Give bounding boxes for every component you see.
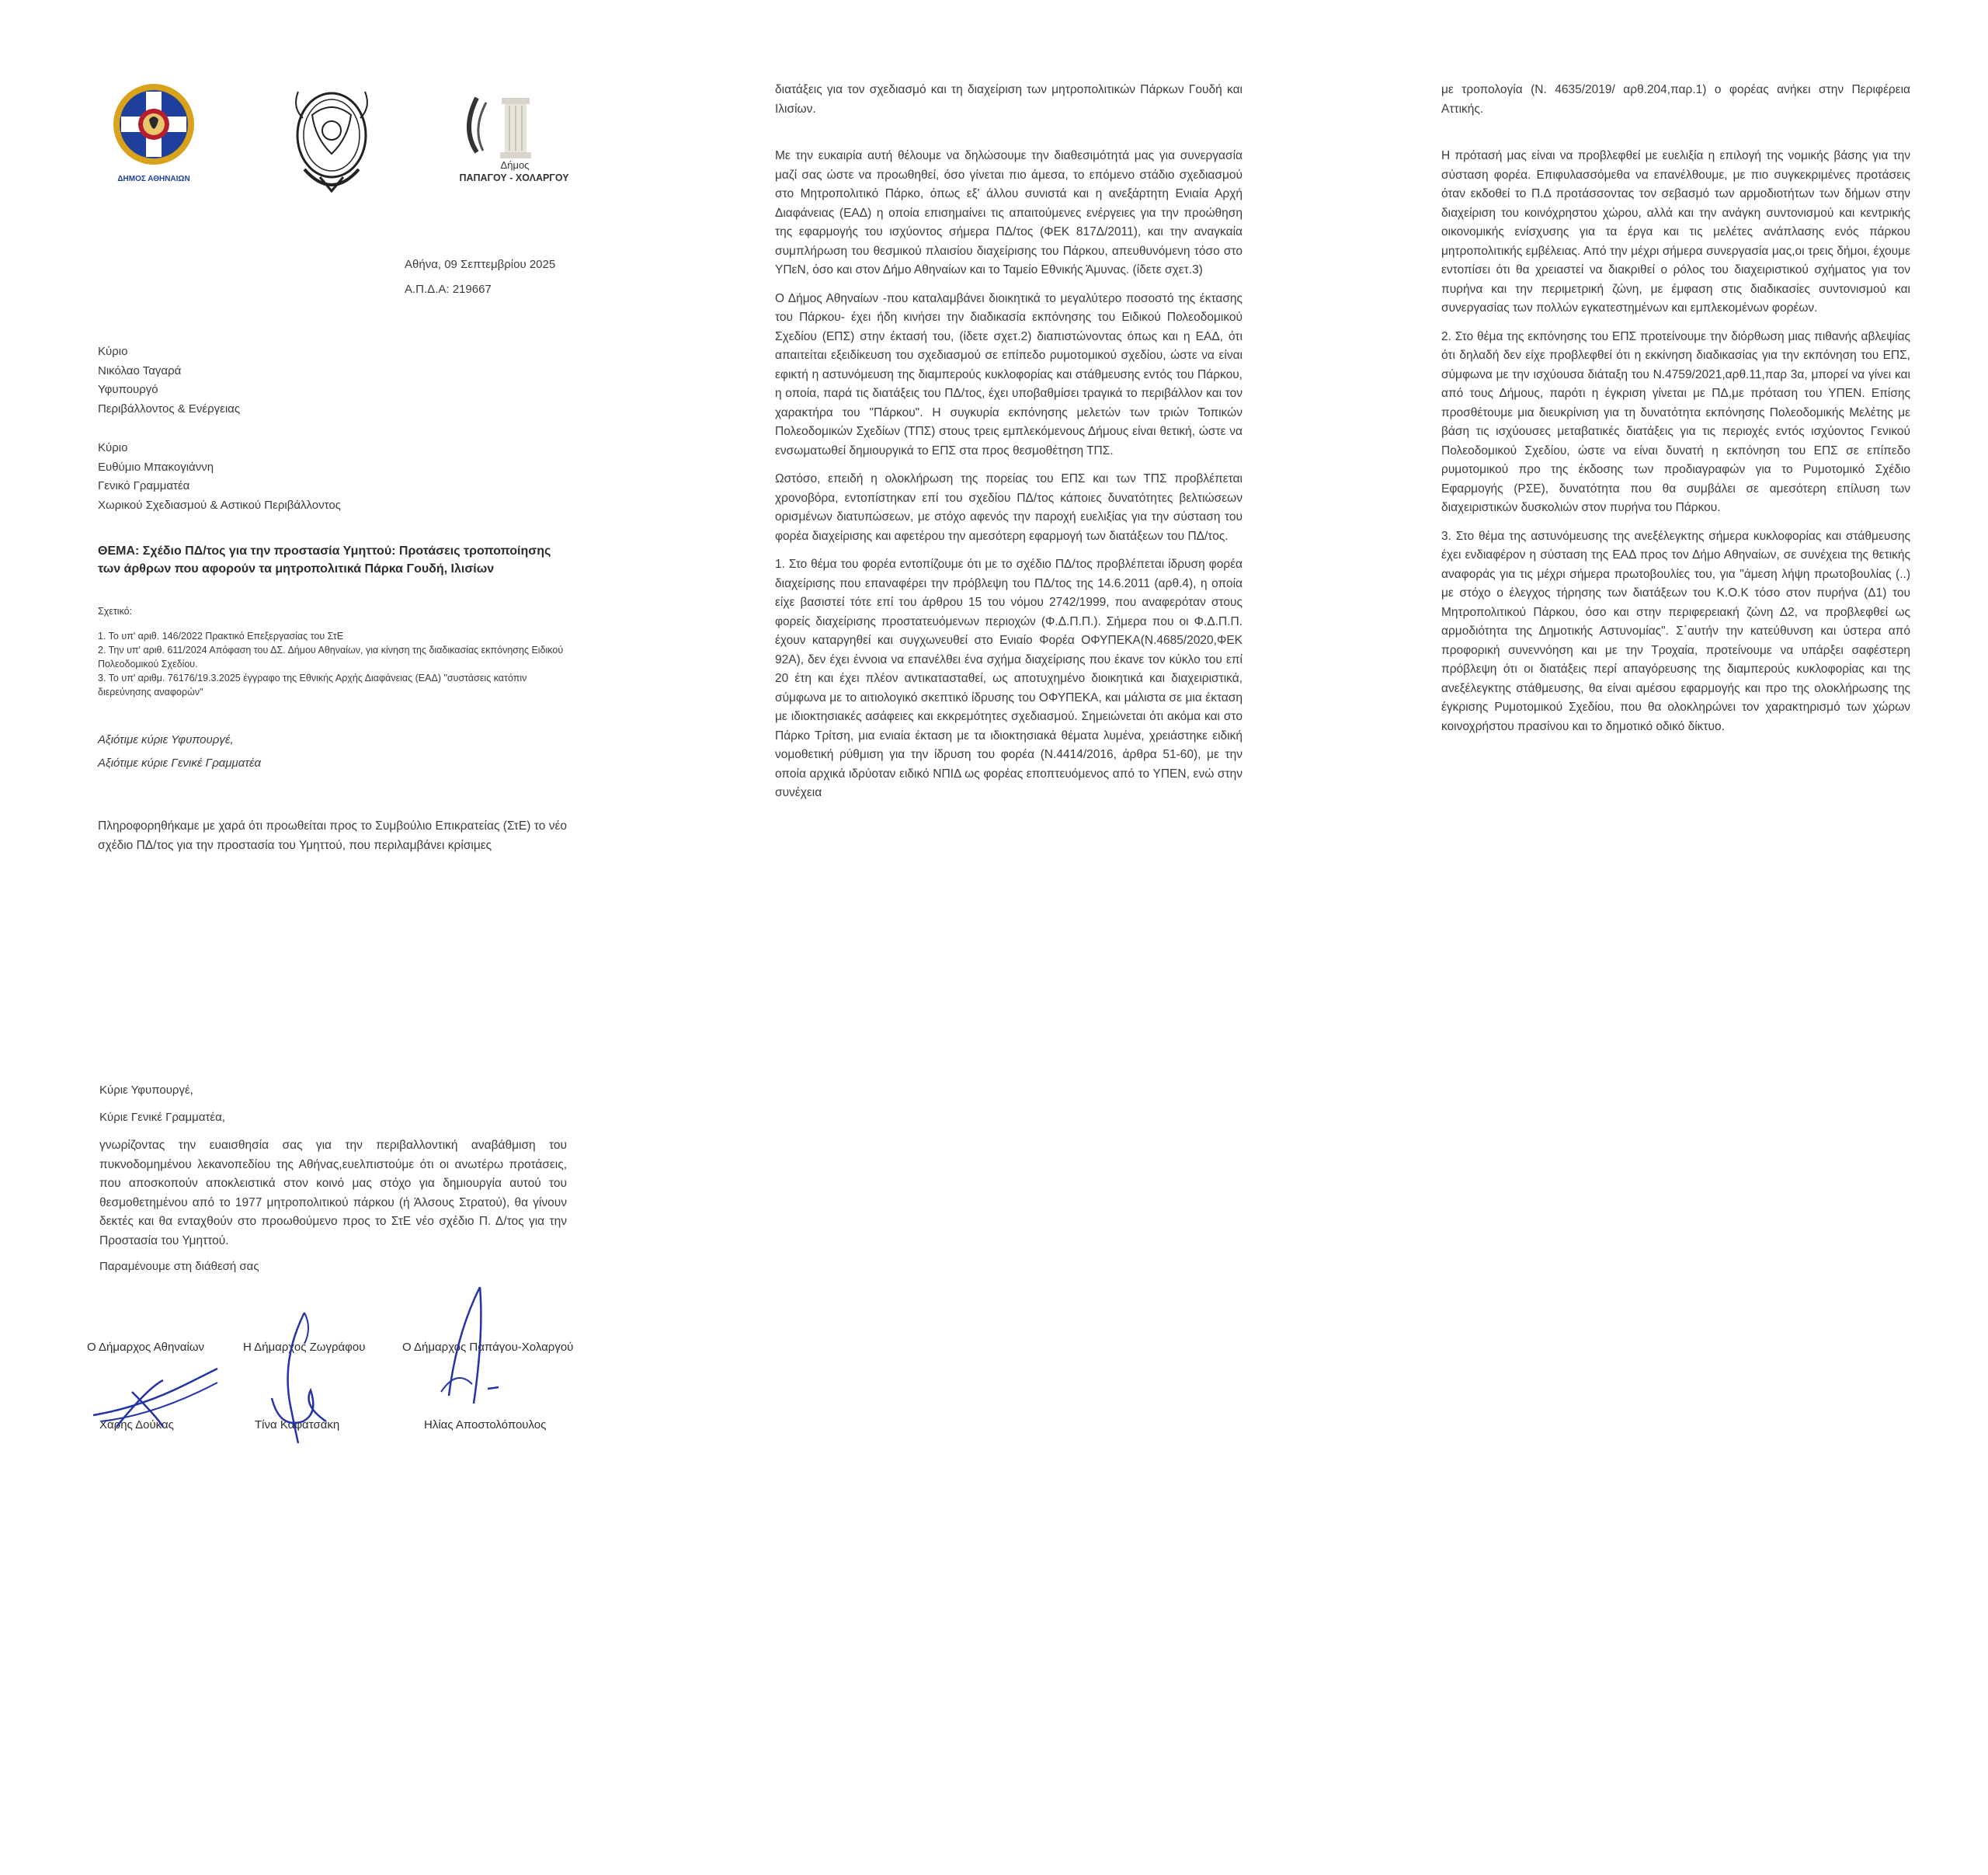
salutation-line: Αξιότιμε κύριε Υφυπουργέ, bbox=[98, 733, 234, 746]
related-label: Σχετικό: bbox=[98, 606, 133, 617]
athens-municipality-logo bbox=[107, 81, 200, 183]
related-documents bbox=[98, 604, 567, 699]
signature-3-image bbox=[426, 1283, 519, 1415]
body-paragraph: με τροπολογία (Ν. 4635/2019/ αρθ.204,παρ.1) ο φορέας ανήκει στην Περιφέρεια Αττικής. bbox=[1441, 83, 1910, 116]
body-paragraph: Με την ευκαιρία αυτή θέλουμε να δηλώσουμε την διαθεσιμότητά μας για συνεργασία μαζί σας ώστε να προωθηθεί, όσο γίνεται πιο άμεσα, το επόμενο στάδιο σχεδιασμού στο Μητροπολιτικό Πάρκο, όπως εξ' άλλου συνιστά και η ανεξάρτητη Ενιαία Αρχή Διαφάνειας (ΕΑΔ) η οποία επισημαίνει τις απαιτούμενες ενέργειες για την προώθηση της εφαρμογής του ισχύοντος σήμερα ΠΔ/τος (ΦΕΚ 817Δ/2011), και την αναγκαία συμπλήρωση του θεσμικού πλαισίου διαχείρισης του Πάρκου, απευθυνόμενη τόσο στο ΥΠεΝ, όσο και στον Δήμο Αθηναίων και το Ταμείο Εθνικής Άμυνας. (ίδετε σχετ.3) bbox=[775, 149, 1242, 277]
recipient-2-line: Ευθύμιο Μπακογιάννη bbox=[98, 460, 214, 474]
body-paragraph: Η πρότασή μας είναι να προβλεφθεί με ευελιξία η επιλογή της νομικής βάσης για την σύσταση φορέα. Επιφυλασσόμεθα να επανέλθουμε, με πιο συγκεκριμένες προτάσεις όταν εκδοθεί το Π.Δ προτάσσοντας τον σεβασμό των αρμοδιοτήτων των δήμων στην διαχείριση του κοινόχρηστου χώρου, αλλά και την ανάγκη συντονισμού και κεντρικής οικονομικής ενίσχυσης για τα έργα και τις μελέτες ανάπλασης ενός πάρκου μητροπολιτικής εμβέλειας. Από την μέχρι σήμερα συνεργασία μας,οι τρεις δήμοι, έχουμε εντοπίσει ότι θα χρειαστεί να διακριθεί ο ρόλος του διαχειριστικού σχήματος για τον πυρήνα και την περιμετρική ζώνη, με έμφαση στις διαδικασίες συντονισμού και συνεργασίας των πολλών εγκατεστημένων και εμπλεκομένων φορέων. bbox=[1441, 149, 1910, 315]
recipient-1-line: Υφυπουργό bbox=[98, 383, 158, 396]
salutation bbox=[98, 729, 261, 775]
body-paragraph: διατάξεις για τον σχεδιασμό και τη διαχείριση των μητροπολιτικών Πάρκων Γουδή και Ιλισίων. bbox=[775, 83, 1242, 116]
recipient-block-1 bbox=[98, 343, 240, 419]
signatory-2-title: Η Δήμαρχος Ζωγράφου bbox=[243, 1341, 366, 1354]
zografou-crest-icon bbox=[281, 84, 382, 193]
salutation-line: Αξιότιμε κύριε Γενικέ Γραμματέα bbox=[98, 757, 262, 770]
athens-emblem-icon bbox=[107, 81, 200, 166]
body-paragraph: Ο Δήμος Αθηναίων -που καταλαμβάνει διοικητικά το μεγαλύτερο ποσοστό της έκτασης του Πάρκου- έχει ήδη κινήσει την διαδικασία εκπόνησης του Ειδικού Πολεοδομικού Σχεδίου (ΕΠΣ) στην έκτασή του, (ίδετε σχετ.2) διαπιστώνοντας όπως και η ΕΑΔ, ότι απαιτείται εξειδίκευση του σχεδιασμού σε επίπεδο ρυμοτομικού σχεδίου, ώστε να είναι εφικτή η αστυνόμευση της διαμπερούς κυκλοφορίας και στάθμευσης εντός του Πάρκου, η οποία, παρά τις διατάξεις του ΠΔ/τος, έχει υποβαθμίσει τραγικά το περιβάλλον και τον χαρακτήρα του "Πάρκου". Η συγκυρία εκπόνησης μελετών των τριών Τοπικών Πολεοδομικών Σχεδίων (ΤΠΣ) στους τρεις εμπλεκόμενους Δήμους είναι θετική, ώστε να ενσωματωθεί δημιουργικά το ΕΠΣ στα προς θεσμοθέτηση ΤΠΣ. bbox=[775, 291, 1242, 457]
protocol-number: Α.Π.Δ.Α: 219667 bbox=[405, 283, 492, 296]
papagou-logo-label-top: Δήμος bbox=[500, 159, 530, 171]
related-item: 1. Το υπ' αριθ. 146/2022 Πρακτικό Επεξεργασίας του ΣτΕ bbox=[98, 631, 344, 642]
closing-greeting-2: Κύριε Γενικέ Γραμματέα, bbox=[99, 1111, 225, 1124]
closing-greeting-1: Κύριε Υφυπουργέ, bbox=[99, 1084, 193, 1097]
signatory-2-name: Τίνα Καφατσάκη bbox=[255, 1418, 340, 1431]
closing-remain: Παραμένουμε στη διάθεσή σας bbox=[99, 1260, 259, 1273]
signatory-1-title: Ο Δήμαρχος Αθηναίων bbox=[87, 1341, 205, 1354]
body-column-3 bbox=[1441, 81, 1910, 746]
body-paragraph: 1. Στο θέμα του φορέα εντοπίζουμε ότι με το σχέδιο ΠΔ/τος προβλέπεται ίδρυση φορέα διαχείρισης που επαναφέρει την πρόβλεψη του ΠΔ/τος της 14.6.2011 (αρθ.4), η οποία είχε βασιστεί τότε επί του άρθρου 15 του νόμου 2742/1999, που αναφερόταν στους φορείς διαχείρισης προστατευόμενων περιοχών (Φ.Δ.Π.Π.). Σήμερα που οι Φ.Δ.Π.Π. έχουν καταργηθεί και συγχωνευθεί στο Ενιαίο Φορέα ΟΦΥΠΕΚΑ(Ν.4685/2020,ΦΕΚ 92Α), δεν έχει έννοια να επανέλθει ένα σχήμα διαχείρισης που έκανε τον κύκλο του επί 20 έτη και έχει πλέον αντικατασταθεί, ως αποτυχημένο διοικητικά και διαχειριστικά, σύμφωνα με το αιτιολογικό σκεπτικό ίδρυσης του ΟΦΥΠΕΚΑ, και μάλιστα σε μια έκταση με ιδιοκτησιακές ασάφειες και εκκρεμότητες σχεδιασμού. Σημειώνεται ότι ακόμα και στο Πάρκο Τρίτση, μια ενιαία έκταση με τα ιδιοκτησιακά θέματα λυμένα, χρειάστηκε ειδική νομοθετική ρύθμιση για την ίδρυση του φορέα (Ν.4414/2016, άρθρα 51-60), με την οποία αρχικά ιδρύοταν ειδικό ΝΠΙΔ ως φορέας εποπτευόμενος από το ΥΠΕΝ, ενώ στην συνέχεια bbox=[775, 558, 1242, 799]
signatory-3-name: Ηλίας Αποστολόπουλος bbox=[424, 1418, 547, 1431]
signatory-3-title: Ο Δήμαρχος Παπάγου-Χολαργού bbox=[402, 1341, 574, 1354]
papagou-column-laurel-icon bbox=[454, 90, 570, 160]
signatory-1-name: Χάρης Δούκας bbox=[99, 1418, 174, 1431]
papagou-cholargou-municipality-logo bbox=[454, 90, 575, 191]
signature-2-image bbox=[256, 1305, 342, 1445]
recipient-2-line: Γενικό Γραμματέα bbox=[98, 479, 190, 492]
papagou-logo-label-bottom: ΠΑΠΑΓΟΥ - ΧΟΛΑΡΓΟΥ bbox=[459, 172, 569, 183]
body-column-2 bbox=[775, 81, 1242, 812]
zografou-municipality-logo bbox=[281, 84, 382, 193]
body-paragraph: Ωστόσο, επειδή η ολοκλήρωση της πορείας του ΕΠΣ και των ΤΠΣ προβλέπεται χρονοβόρα, εντοπίστηκαν επί του σχεδίου ΠΔ/τος κάποιες δυνατότητες βελτιώσεων ορισμένων διατυπώσεων, με στόχο αφενός την παροχή ευελιξίας για την σύσταση του φορέα διαχείρισης και αφετέρου την αμεσότερη εφαρμογή των διατάξεων του ΠΔ/τος. bbox=[775, 472, 1242, 543]
recipient-1-line: Νικόλαο Ταγαρά bbox=[98, 364, 182, 377]
signature-1-image bbox=[85, 1361, 225, 1431]
athens-logo-label: ΔΗΜΟΣ ΑΘΗΝΑΙΩΝ bbox=[117, 175, 190, 183]
related-item: 3. Το υπ' αριθμ. 76176/19.3.2025 έγγραφο της Εθνικής Αρχής Διαφάνειας (ΕΑΔ) "συστάσεις κατόπιν διερεύνησης αναφορών" bbox=[98, 673, 527, 697]
intro-paragraph: Πληροφορηθήκαμε με χαρά ότι προωθείται προς το Συμβούλιο Επικρατείας (ΣτΕ) το νέο σχέδιο ΠΔ/τος για την προστασία του Υμηττού, που περιλαμβάνει κρίσιμες bbox=[98, 819, 567, 852]
recipient-block-2 bbox=[98, 439, 341, 515]
recipient-2-line: Χωρικού Σχεδιασμού & Αστικού Περιβάλλοντος bbox=[98, 498, 341, 512]
recipient-2-line: Κύριο bbox=[98, 441, 128, 454]
closing-paragraph: γνωρίζοντας την ευαισθησία σας για την περιβαλλοντική αναβάθμιση του πυκνοδομημένου λεκανοπεδίου της Αθήνας,ευελπιστούμε ότι οι ανωτέρω προτάσεις, που αποσκοπούν αποκλειστικά στον κοινό μας στόχο για δημιουργία αυτού του θεσμοθετημένου από το 1977 μητροπολιτικού πάρκου (ή Άλσους Στρατού), θα γίνουν δεκτές και θα ενταχθούν στο προωθούμενο προς το ΣτΕ νέο σχέδιο Π. Δ/τος για την Προστασία του Υμηττού. bbox=[99, 1139, 567, 1247]
letter-date: Αθήνα, 09 Σεπτεμβρίου 2025 bbox=[405, 258, 556, 271]
body-paragraph: 2. Στο θέμα της εκπόνησης του ΕΠΣ προτείνουμε την διόρθωση μιας πιθανής αβλεψίας ότι δηλαδή δεν είχε προβλεφθεί ότι η εκκίνηση διαδικασίας για την εκπόνηση του ΕΠΣ, σύμφωνα με την ισχύουσα διάταξη του Ν.4759/2021,αρθ.11,παρ 3α, μπορεί να γίνει και από τους Δήμους, παρότι η έγκριση γίνεται με ΠΔ,με πρόταση του ΥΠΕΝ. Επίσης προσθέτουμε μια διευκρίνιση για τη δυνατότητα εκπόνησης Πολεοδομικής Μελέτης με βάση τις ισχύουσες μεταβατικές διατάξεις για τις περιοχές εντός ισχύοντος Γενικού Πολεοδομικού Σχεδίου, ώστε να είναι δυνατή η εκπόνηση του ΕΠΣ σε επίπεδο ρυμοτομικού προ της έκδοσης των προδιαγραφών για το Ρυμοτομικό Σχέδιο Εφαρμογής (ΡΣΕ), δυνατότητα που θα συμβάλει σε αμεσότερη επίλυση των διαχειριστικών δυσκολιών στον πυρήνα του Πάρκου. bbox=[1441, 329, 1910, 514]
body-paragraph: 3. Στο θέμα της αστυνόμευσης της ανεξέλεγκτης σήμερα κυκλοφορίας και στάθμευσης έχει ενδιαφέρον η σύσταση της ΕΑΔ προς τον Δήμο Αθηναίων, σε συνέχεια της θετικής αναφοράς για τις μέχρι σήμερα πρωτοβουλίες του, για "άμεση λήψη πρωτοβουλίας (..) με στόχο ο έλεγχος τήρησης των διατάξεων του Κ.Ο.Κ τόσο στον πυρήνα (Δ1) του Μητροπολιτικού Πάρκου, όσο και στην περιφερειακή ζώνη Δ2, να προβλεφθεί ως αρμοδιότητα της Δημοτικής Αστυνομίας". Σ΄αυτήν την κατεύθυνση και ύστερα από προφορική συνεννόηση και με την Τροχαία, προτείνουμε να υπάρξει σαφέστερη πρόβλεψη ότι οι διατάξεις περί απαγόρευσης της διαμπερούς κυκλοφορίας και της ανεξέλεγκτης στάθμευσης, θα είναι αμέσου εφαρμογής και προ της ολοκλήρωσης της έγκρισης Ρυμοτομικού Σχεδίου, που θα ολοκληρώνει τον χαρακτηρισμό των χώρων κοινοχρήστου πρασίνου και το δημοτικό οδικό δίκτυο. bbox=[1441, 529, 1910, 733]
recipient-1-line: Κύριο bbox=[98, 345, 128, 358]
related-item: 2. Την υπ' αριθ. 611/2024 Απόφαση του ΔΣ. Δήμου Αθηναίων, για κίνηση της διαδικασίας εκπόνησης Ειδικού Πολεοδομικού Σχεδίου. bbox=[98, 645, 564, 670]
letter-subject: ΘΕΜΑ: Σχέδιο ΠΔ/τος για την προστασία Υμηττού: Προτάσεις τροποποίησης των άρθρων που αφορούν τα μητροπολιτικά Πάρκα Γουδή, Ιλισίων bbox=[98, 544, 551, 576]
recipient-1-line: Περιβάλλοντος & Ενέργειας bbox=[98, 402, 241, 416]
